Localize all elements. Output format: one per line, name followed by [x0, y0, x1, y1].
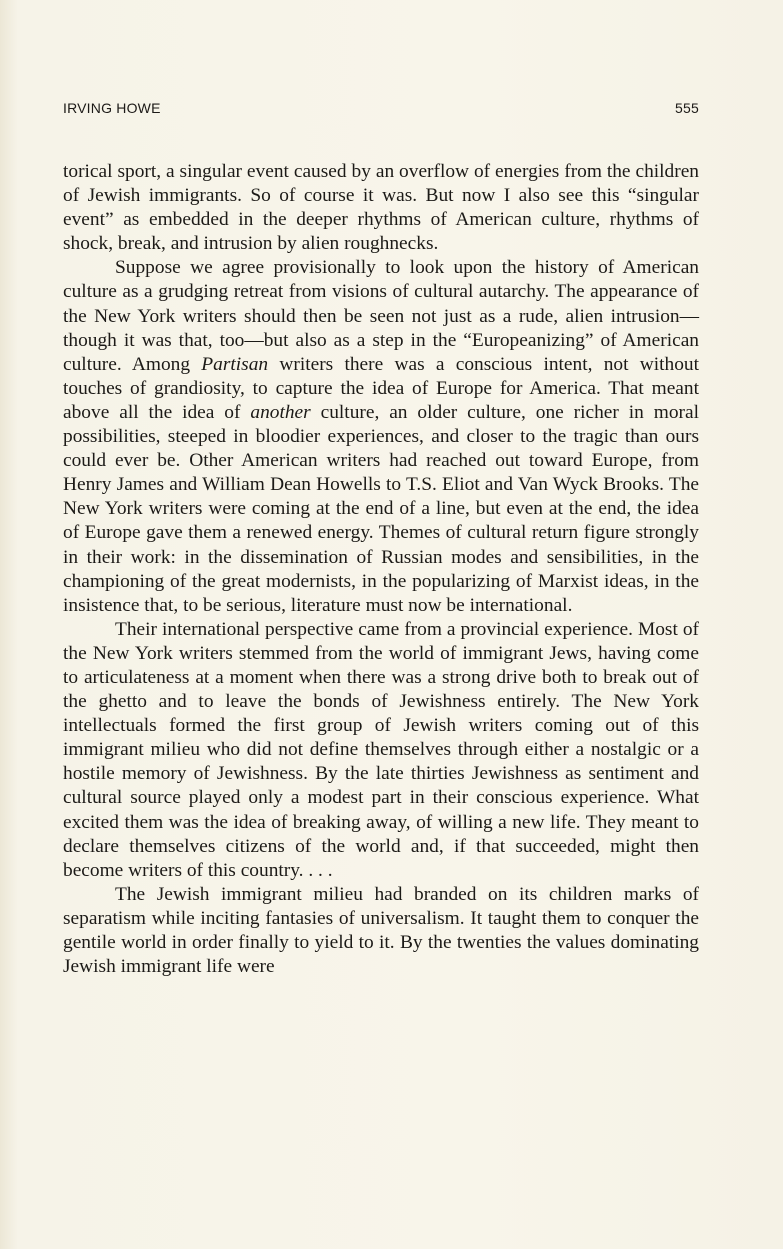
- paragraph-2-text-c: culture, an older culture, one richer in moral possibilities, steeped in bloodier experiences, and closer to the tragic than ours could ever be. Other American writers had reached out toward Europe, from Henry James and William Dean Howells to T.S. Eliot and Van Wyck Brooks. The New York writers were coming at the end of a line, but even at the end, the idea of Europe gave them a renewed energy. Themes of cultural return figure strongly in their work: in the dissemination of Russian modes and sensibilities, in the championing of the great modernists, in the popularizing of Marxist ideas, in the insistence that, to be serious, literature must now be international.: [63, 401, 700, 616]
- running-head-author: IRVING HOWE: [63, 100, 161, 116]
- paragraph-1-text: torical sport, a singular event caused by an overflow of energies from the children of Jewish immigrants. So of course it was. But now I also see this “singular event” as embedded in the deeper rhythms of American culture, rhythms of shock, break, and intrusion by alien roughnecks.: [63, 161, 699, 255]
- italic-another: another: [250, 401, 311, 423]
- paragraph-3-text: Their international perspective came from a provincial experience. Most of the New York writers stemmed from the world of immigrant Jews, having come to articulateness at a moment when there was a strong drive both to break out of the ghetto and to leave the bonds of Jewishness entirely. The New York intellectuals formed the first group of Jewish writers coming out of this immigrant milieu who did not define themselves through either a nostalgic or a hostile memory of Jewishness. By the late thirties Jewishness as sentiment and cultural source played only a modest part in their conscious experience. What excited them was the idea of breaking away, of willing a new life. They meant to declare themselves citizens of the world and, if that succeeded, might then become writers of this country. . . .: [63, 618, 699, 881]
- paragraph-2-text-b: writers there was a conscious intent, not without touches of grandiosity, to capture the idea of Europe for America. That meant above all the idea of: [63, 353, 699, 423]
- running-head: [63, 100, 699, 122]
- paragraph-4-text: The Jewish immigrant milieu had branded on its children marks of separatism while inciting fantasies of universalism. It taught them to conquer the gentile world in order finally to yield to it. By the twenties the values dominating Jewish immigrant life were: [63, 883, 699, 978]
- page-number: 555: [675, 100, 699, 116]
- paragraph-3: [63, 618, 699, 883]
- paragraph-1: [63, 160, 699, 256]
- body-text: [63, 160, 699, 979]
- paragraph-2-text-a: Suppose we agree provisionally to look upon the history of American culture as a grudging retreat from visions of cultural autarchy. The appearance of the New York writers should then be seen not just as a rude, alien intrusion—though it was that, too—but also as a step in the “Europeanizing” of American culture. Among: [63, 257, 699, 375]
- italic-partisan: Partisan: [201, 353, 269, 375]
- paragraph-2: [63, 256, 699, 617]
- paragraph-4: [63, 883, 699, 979]
